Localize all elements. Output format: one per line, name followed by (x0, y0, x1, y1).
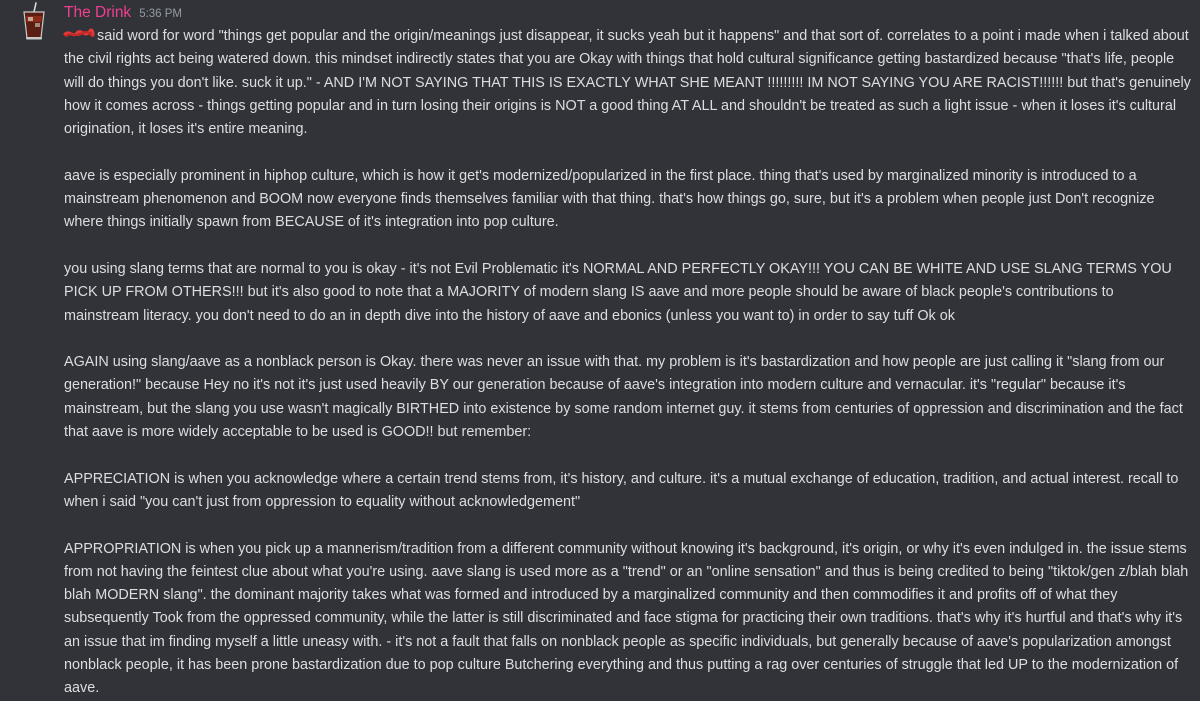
username[interactable]: The Drink (64, 4, 132, 21)
message-paragraph: APPRECIATION is when you acknowledge where a certain trend stems from, it's history, and culture. it's a mutual exchange of education, tradition, and actual interest. recall to when i said "you can't just from oppression to equality without acknowledgement" (64, 470, 1179, 510)
message-paragraph: APPROPRIATION is when you pick up a mannerism/tradition from a different community without knowing it's background, it's origin, or why it's even indulged in. the issue stems from not having the feintest clue about what you're using. aave slang is used more as a "trend" or an "online sensation" and thus is being credited to being "tiktok/gen z/blah blah blah MODERN slang". the dominant majority takes what was formed and introduced by a marginalized community and then commodifies it and profits off of what they subsequently Took from the oppressed community, while the latter is still discriminated and face stigma for practicing their own traditions. that's why it's hurtful and that's why it's an issue that im finding myself a little uneasy with. - it's not a fault that falls on nonblack people as specific individuals, but generally because of aave's popularization amongst nonblack people, it has been prone bastardization due to pop culture Butchering everything and thus putting a rag over centuries of struggle that led UP to the modernization of aave. (64, 540, 1189, 697)
paragraph-text: said word for word "things get popular and the origin/meanings just disappear, it sucks yeah but it happens" and that sort of. correlates to a point i made when i talked about the civil rights act being watered down. this mindset indirectly states that you are Okay with things that hold cultural significance getting bastardized because "that's life, people will do things you don't like. suck it up." - AND I'M NOT SAYING THAT THIS IS EXACTLY WHAT SHE MEANT !!!!!!!!! IM NOT SAYING YOU ARE RACIST!!!!!! but that's genuinely how it comes across - things getting popular and in turn losing their origins is NOT a good thing AT ALL and shouldn't be treated as such a light issue - when it loses it's cultural origination, it loses it's entire meaning. (64, 28, 1191, 138)
message-paragraph (64, 25, 1192, 141)
avatar[interactable] (14, 2, 54, 42)
message-content (64, 25, 1192, 701)
message-paragraph: you using slang terms that are normal to you is okay - it's not Evil Problematic it's NORMAL AND PERFECTLY OKAY!!! YOU CAN BE WHITE AND USE SLANG TERMS YOU PICK UP FROM OTHERS!!! but it's also good to note that a MAJORITY of modern slang IS aave and more people should be aware of black people's contributions to mainstream literacy. you don't need to do an in depth dive into the history of aave and ebonics (unless you want to) in order to say tuff Ok ok (64, 260, 1172, 324)
timestamp[interactable]: 5:36 PM (139, 8, 183, 20)
message-paragraph: aave is especially prominent in hiphop culture, which is how it get's modernized/popularized in the first place. thing that's used by marginalized minority is introduced to a mainstream phenomenon and BOOM now everyone finds themselves familiar with that thing. that's how things go, sure, but it's a problem when people just Don't recognize where things initially spawn from BECAUSE of it's integration into pop culture. (64, 167, 1155, 231)
message-header (64, 3, 182, 25)
message-paragraph: AGAIN using slang/aave as a nonblack person is Okay. there was never an issue with that. my problem is it's bastardization and how people are just calling it "slang from our generation!" because Hey no it's not it's just used heavily BY our generation because of aave's integration into modern culture and vernacular. it's "regular" because it's mainstream, but the slang you use wasn't magically BIRTHED into existence by some random internet guy. it stems from centuries of oppression and discrimination and the fact that aave is more widely acceptable to be used is GOOD!! but remember: (64, 354, 1183, 441)
redaction-scribble-icon (64, 29, 94, 39)
drink-glass-icon (14, 2, 54, 42)
